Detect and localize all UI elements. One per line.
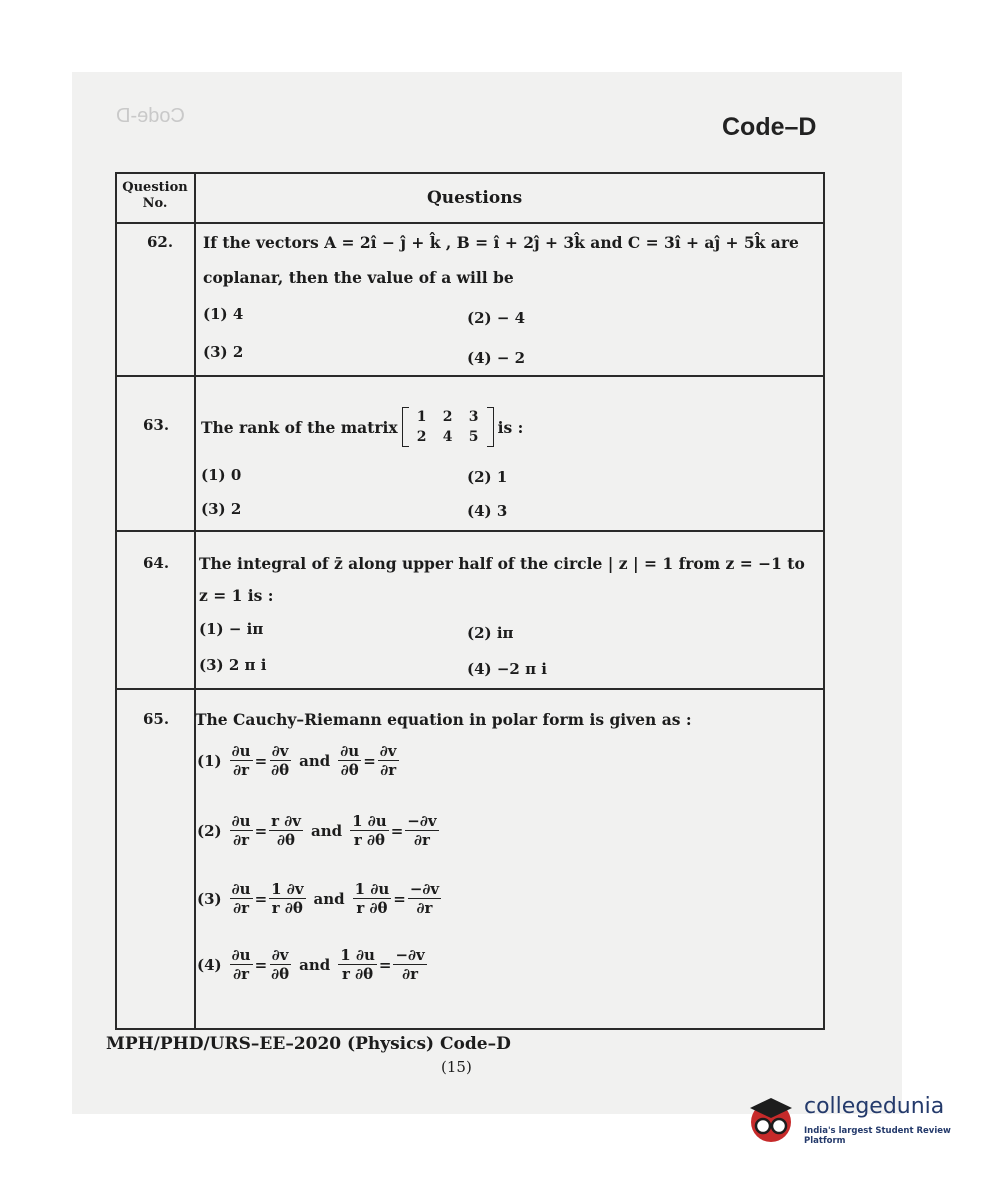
- fraction: [405, 812, 438, 849]
- option-1: (1) − iπ: [199, 620, 264, 638]
- fraction: [378, 742, 399, 779]
- option-label: (3): [197, 889, 222, 908]
- denominator: r ∂θ: [271, 899, 303, 917]
- matrix-cell: 4: [442, 429, 453, 445]
- fraction: [338, 946, 377, 983]
- numerator: ∂u: [340, 742, 360, 760]
- question-text: The integral of z̄ along upper half of the circle | z | = 1 from z = −1 to: [199, 554, 805, 573]
- matrix-cells: [409, 407, 487, 447]
- numerator: ∂u: [231, 812, 251, 830]
- header-divider: [117, 222, 823, 224]
- option-2: (2) 1: [467, 468, 508, 486]
- option-2: (2) iπ: [467, 624, 514, 642]
- question-suffix: is :: [497, 417, 524, 437]
- option-2: (2) − 4: [467, 309, 526, 327]
- fraction: [269, 946, 291, 983]
- numerator: −∂v: [395, 946, 425, 964]
- option-2: (2) $\frac{\partial u}{\partial r}$ = $\frac{r \partial v}{\partial\theta}$ and $\frac{1 \partial u}{r \partial\theta}$ = $\frac{-\partial v}{\partial r}$: [197, 812, 437, 849]
- denominator: ∂r: [233, 965, 250, 983]
- logo-tagline: India's largest Student Review Platform: [804, 1126, 951, 1146]
- question-number: 63.: [143, 416, 170, 434]
- question-text: [201, 402, 523, 452]
- denominator: ∂r: [233, 761, 250, 779]
- and-word: and: [311, 821, 343, 840]
- matrix-cell: 1: [416, 409, 427, 425]
- fraction: [230, 946, 253, 983]
- numerator: 1 ∂u: [352, 812, 387, 830]
- denominator: ∂r: [413, 831, 430, 849]
- numerator: −∂v: [407, 812, 437, 830]
- row-divider: [117, 530, 823, 532]
- option-3: (3) 2 π i: [199, 656, 267, 674]
- option-3: (3) 2: [203, 343, 244, 361]
- question-text-cont: coplanar, then the value of a will be: [203, 268, 514, 287]
- and-word: and: [299, 751, 331, 770]
- fraction: [350, 812, 389, 849]
- question-no-header: Question No.: [122, 180, 188, 211]
- question-table: [115, 172, 825, 1030]
- page-number: (15): [441, 1058, 472, 1076]
- denominator: r ∂θ: [342, 965, 374, 983]
- denominator: ∂θ: [277, 831, 296, 849]
- collegedunia-logo: [744, 1088, 964, 1150]
- matrix: [402, 407, 494, 447]
- denominator: ∂r: [233, 831, 250, 849]
- fraction: [393, 946, 426, 983]
- matrix-cell: 5: [468, 429, 479, 445]
- option-4: (4) $\frac{\partial u}{\partial r}$ = $\frac{\partial v}{\partial\theta}$ and $\frac{1 \partial u}{r \partial\theta}$ = $\frac{-\partial v}{\partial r}$: [197, 946, 425, 983]
- denominator: ∂r: [233, 899, 250, 917]
- denominator: ∂r: [380, 761, 397, 779]
- option-label: (2): [197, 821, 222, 840]
- question-number: 65.: [143, 710, 170, 728]
- denominator: ∂r: [402, 965, 419, 983]
- denominator: r ∂θ: [353, 831, 385, 849]
- and-word: and: [313, 889, 345, 908]
- fraction: [338, 742, 361, 779]
- denominator: ∂r: [416, 899, 433, 917]
- option-label: (4): [197, 955, 222, 974]
- bleed-through-text: Code-D: [116, 105, 185, 127]
- denominator: ∂θ: [340, 761, 359, 779]
- numerator: ∂u: [231, 742, 251, 760]
- matrix-cell: 2: [416, 429, 427, 445]
- fraction: [269, 742, 291, 779]
- row-divider: [117, 688, 823, 690]
- question-number: 64.: [143, 554, 170, 572]
- numerator: ∂u: [231, 880, 251, 898]
- option-label: (1): [197, 751, 222, 770]
- fraction: [408, 880, 441, 917]
- question-text: If the vectors A = 2î − ĵ + k̂ , B = î + 2ĵ + 3k̂ and C = 3î + aĵ + 5k̂ are: [203, 233, 799, 252]
- numerator: −∂v: [409, 880, 440, 898]
- denominator: r ∂θ: [356, 899, 388, 917]
- fraction: [269, 812, 303, 849]
- fraction: [230, 742, 253, 779]
- option-1: (1) 4: [203, 305, 244, 323]
- numerator: r ∂v: [271, 812, 301, 830]
- question-number: 62.: [147, 233, 174, 251]
- matrix-cell: 3: [468, 409, 479, 425]
- numerator: 1 ∂u: [354, 880, 390, 898]
- numerator: ∂v: [271, 742, 289, 760]
- option-3: (3) $\frac{\partial u}{\partial r}$ = $\frac{1 \partial v}{r \partial\theta}$ and $\frac{1 \partial u}{r \partial\theta}$ = $\frac{-\partial v}{\partial r}$: [197, 880, 440, 917]
- option-4: (4) −2 π i: [467, 660, 547, 678]
- numerator: ∂v: [379, 742, 397, 760]
- fraction: [230, 812, 253, 849]
- fraction: [269, 880, 305, 917]
- matrix-cell: 2: [442, 409, 453, 425]
- numerator: ∂v: [271, 946, 289, 964]
- numerator: ∂u: [231, 946, 251, 964]
- matrix-right-bracket: [487, 407, 494, 447]
- option-3: (3) 2: [201, 500, 242, 518]
- question-text: The Cauchy–Riemann equation in polar form is given as :: [195, 710, 692, 729]
- numerator: 1 ∂u: [340, 946, 375, 964]
- denominator: ∂θ: [271, 761, 290, 779]
- option-1: (1) 0: [201, 466, 242, 484]
- question-text-cont: z = 1 is :: [199, 586, 274, 605]
- matrix-left-bracket: [402, 407, 409, 447]
- question-prefix: The rank of the matrix: [201, 417, 398, 437]
- and-word: and: [299, 955, 331, 974]
- fraction: [353, 880, 392, 917]
- numerator: 1 ∂v: [271, 880, 304, 898]
- exam-footer: MPH/PHD/URS–EE–2020 (Physics) Code–D: [106, 1034, 511, 1054]
- denominator: ∂θ: [271, 965, 290, 983]
- questions-header: Questions: [427, 188, 523, 208]
- option-4: (4) − 2: [467, 349, 526, 367]
- row-divider: [117, 375, 823, 377]
- logo-name: collegedunia: [804, 1094, 945, 1119]
- option-1: (1) $\frac{\partial u}{\partial r}$ = $\frac{\partial v}{\partial\theta}$ and $\frac{\partial u}{\partial\theta}$ = $\frac{\partial v}{\partial r}$: [197, 742, 397, 779]
- paper-code: Code–D: [722, 113, 817, 141]
- fraction: [230, 880, 253, 917]
- mascot-icon: [744, 1092, 798, 1146]
- option-4: (4) 3: [467, 502, 508, 520]
